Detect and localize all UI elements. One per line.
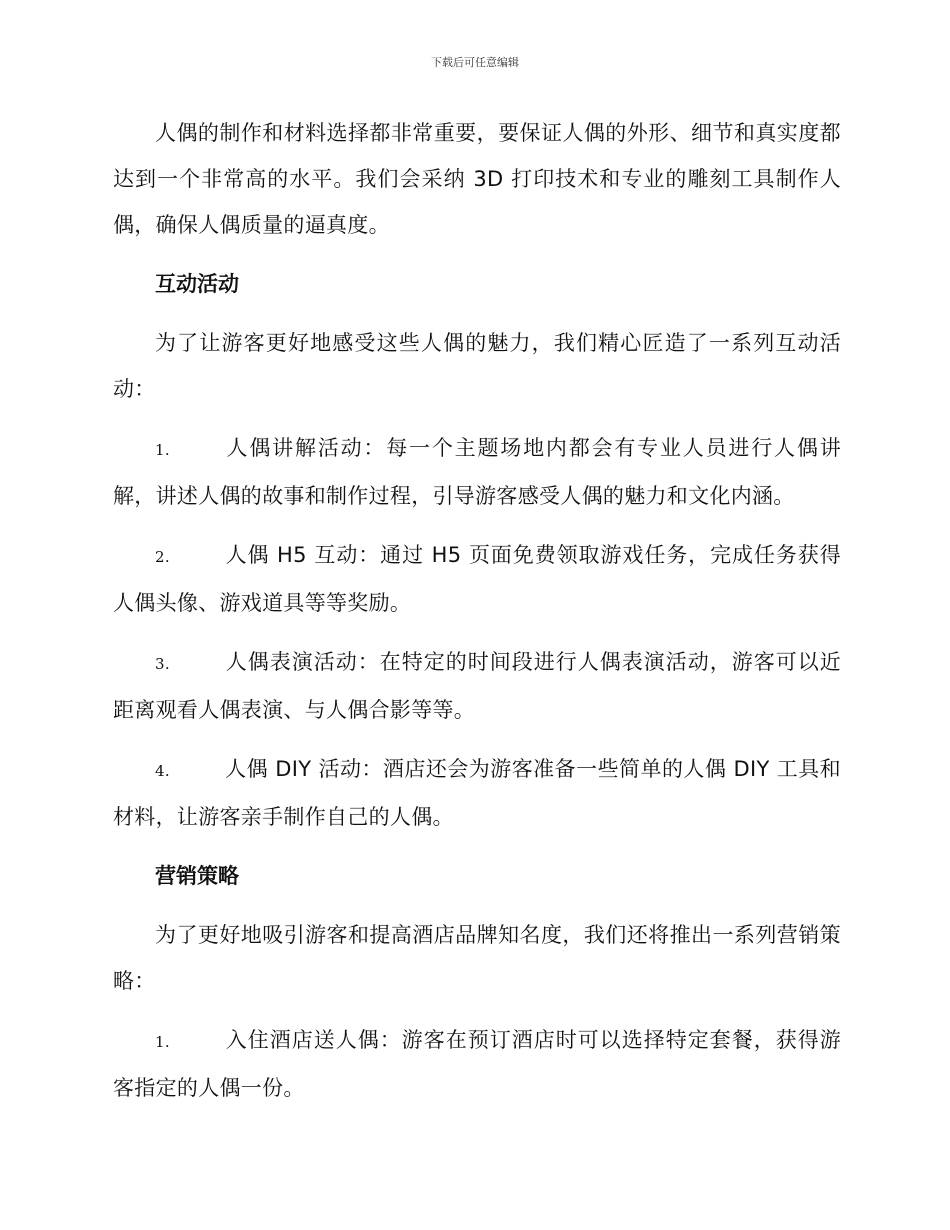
list-number: 1. [155, 441, 170, 459]
document-body [113, 110, 841, 1124]
list-item-text: 人偶 DIY 活动：酒店还会为游客准备一些简单的人偶 DIY 工具和材料，让游客亲手制作自己的人偶。 [113, 757, 841, 829]
list-item-text: 人偶表演活动：在特定的时间段进行人偶表演活动，游客可以近距离观看人偶表演、与人偶合影等等。 [113, 650, 841, 722]
list-item [113, 746, 841, 840]
list-item [113, 425, 841, 519]
header-note: 下载后可任意编辑 [431, 56, 519, 69]
marketing-list [113, 1017, 841, 1111]
list-number: 2. [155, 548, 170, 566]
section-heading-interactive: 互动活动 [155, 272, 239, 296]
list-number: 3. [155, 655, 170, 673]
interactive-intro-paragraph: 为了让游客更好地感受这些人偶的魅力，我们精心匠造了一系列互动活动： [113, 331, 841, 401]
marketing-intro-paragraph: 为了更好地吸引游客和提高酒店品牌知名度，我们还将推出一系列营销策略： [113, 923, 841, 993]
list-item-text: 人偶讲解活动：每一个主题场地内都会有专业人员进行人偶讲解，讲述人偶的故事和制作过程，引导游客感受人偶的魅力和文化内涵。 [113, 436, 841, 508]
list-item-text: 人偶 H5 互动：通过 H5 页面免费领取游戏任务，完成任务获得人偶头像、游戏道具等等奖励。 [113, 543, 841, 615]
section-heading-marketing: 营销策略 [155, 864, 239, 888]
interactive-list [113, 425, 841, 840]
list-item [113, 1017, 841, 1111]
list-item-text: 入住酒店送人偶：游客在预订酒店时可以选择特定套餐，获得游客指定的人偶一份。 [113, 1028, 841, 1100]
list-number: 4. [155, 762, 170, 780]
intro-paragraph: 人偶的制作和材料选择都非常重要，要保证人偶的外形、细节和真实度都达到一个非常高的水平。我们会采纳 3D 打印技术和专业的雕刻工具制作人偶，确保人偶质量的逼真度。 [113, 121, 841, 237]
list-number: 1. [155, 1033, 170, 1051]
list-item [113, 532, 841, 626]
list-item [113, 639, 841, 733]
